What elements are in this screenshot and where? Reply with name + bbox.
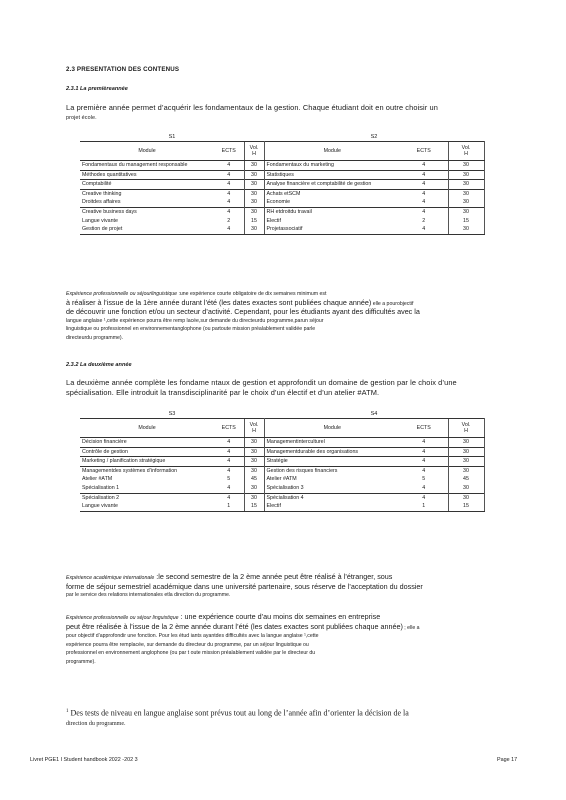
hours-value: 30 xyxy=(244,198,264,207)
ects-value: 4 xyxy=(422,199,426,206)
note-first-year-experience: Expérience professionnelle ou séjourlinguistique :une expérience courte obligatoire de dix semaines minimum est à réaliser à l’issue de la 1ère année durant l’été (les dates exactes sont publiées chaque année) elle a pourobjectif de découvrir une fonction et/ou un secteur d’activité. Cependant, pour les étudiants ayant des difficultés avec la langue anglaise ¹,cette expérience pourra être remp lacée,sur demande du directeurdu programme,parun séjour linguistique ou professionnel en environnementanglophone (ou partoute mission préalablement validée parle directeurdu programme). xyxy=(66,291,420,341)
intro-second-year-line-1: La deuxième année complète les fondame ntaux de gestion et approfondit un domaine de gestion par le choix d’une xyxy=(66,378,457,387)
note-term: Expérience professionnelle ou séjour linguistique xyxy=(66,615,179,621)
hours-value: 30 xyxy=(448,207,484,216)
hours-value: 30 xyxy=(448,198,484,207)
footnote-mark: 1 xyxy=(66,709,69,714)
module-name: Contrôle de gestion xyxy=(80,447,214,457)
column-header-module: Module xyxy=(264,419,400,438)
module-name: Gestion des risques financiers xyxy=(264,466,400,475)
column-header-volume: Vol. H xyxy=(448,419,484,438)
module-name: Electif xyxy=(264,502,400,511)
footnote: $^1$ Des tests de niveau en langue anglaise sont prévus tout au long de l’année afin d’orienter la décision de la direction du programme. xyxy=(66,708,409,727)
column-header-module: Module xyxy=(264,142,400,161)
module-row xyxy=(80,189,484,198)
ects-value: 4 xyxy=(214,493,244,502)
module-row xyxy=(80,161,484,171)
hours-value: 30 xyxy=(244,170,264,180)
ects-value: 2 xyxy=(422,217,426,224)
module-name: Economie xyxy=(266,199,291,206)
hours-value: 15 xyxy=(244,217,264,226)
subsection-title-second-year: 2.3.2 La deuxième année xyxy=(66,362,132,368)
semester-label-s2: S2 xyxy=(370,133,378,140)
module-name: Statistiques xyxy=(264,170,400,180)
ects-value: 1 xyxy=(400,502,448,511)
note-second-year-experience: Expérience professionnelle ou séjour linguistique : une expérience courte d’au moins dix semaines en entreprise peut être réalisée à l’issue de la 2 ème année durant l’été (les dates exactes sont publiées chaque année) ; elle a pour objectif d’approfondir une fonction. Pour les étud iants ayantdes difficultés avec la langue anglaise ¹,cette expérience pourra être remplacée, sur demande du directeur du programme, par un séjour linguistique ou professionnel en environnement anglophone (ou par t oute mission préalablement validée par le directeur du programme). xyxy=(66,612,420,665)
module-name: Atelier #ATM xyxy=(266,476,297,483)
ects-value: 4 xyxy=(227,439,231,446)
hours-value: 30 xyxy=(244,484,264,493)
intro-first-year xyxy=(66,103,498,123)
module-row xyxy=(80,466,484,475)
ects-value: 4 xyxy=(400,225,448,234)
hours-value: 30 xyxy=(448,225,484,234)
module-name: Gestion de projet xyxy=(80,225,214,234)
semester-label-s1: S1 xyxy=(168,133,176,140)
module-name: Fondamentaux du management responsable xyxy=(82,162,188,169)
ects-value: 4 xyxy=(214,189,244,198)
hours-value: 30 xyxy=(448,466,484,475)
section-title: 2.3 PRESENTATION DES CONTENUS xyxy=(66,66,180,73)
column-header-ects: ECTS xyxy=(400,419,448,438)
module-name: RH etdroitdu travail xyxy=(264,207,400,216)
footer-handbook-label: Livret PGE1 I Student handbook 2022 -202 3 xyxy=(30,757,138,763)
hours-value: 30 xyxy=(244,207,264,216)
module-row xyxy=(80,217,484,226)
module-name: Fondamentaux du marketing xyxy=(266,162,334,169)
hours-value: 30 xyxy=(448,180,484,190)
ects-value: 4 xyxy=(400,447,448,457)
semester-label-s3: S3 xyxy=(168,410,176,417)
ects-value: 4 xyxy=(400,189,448,198)
module-row xyxy=(80,198,484,207)
ects-value: 4 xyxy=(227,485,231,492)
ects-value: 4 xyxy=(214,225,244,234)
second-year-modules-table xyxy=(80,410,485,512)
module-row xyxy=(80,180,484,190)
ects-value: 4 xyxy=(214,207,244,216)
hours-value: 30 xyxy=(244,466,264,475)
ects-value: 4 xyxy=(214,466,244,475)
hours-value: 30 xyxy=(244,161,264,171)
ects-value: 4 xyxy=(214,170,244,180)
module-name: Achats etSCM xyxy=(264,189,400,198)
ects-value: 4 xyxy=(422,439,426,446)
column-header-volume: Vol. H xyxy=(244,419,264,438)
ects-value: 4 xyxy=(227,199,231,206)
hours-value: 45 xyxy=(244,475,264,484)
hours-value: 30 xyxy=(448,484,484,493)
subsection-title-first-year: 2.3.1 La premièreannée xyxy=(66,86,128,92)
ects-value: 2 xyxy=(227,217,231,224)
column-header-ects: ECTS xyxy=(214,142,244,161)
ects-value: 4 xyxy=(400,207,448,216)
hours-value: 30 xyxy=(448,170,484,180)
module-name: Spécialisation 4 xyxy=(264,493,400,502)
module-name: Managementdes systèmes d’information xyxy=(80,466,214,475)
module-name: Projetassociatif xyxy=(264,225,400,234)
ects-value: 4 xyxy=(400,493,448,502)
hours-value: 30 xyxy=(448,161,484,171)
module-name: Langue vivante xyxy=(80,502,214,511)
module-row xyxy=(80,170,484,180)
hours-value: 15 xyxy=(448,502,484,511)
module-name: Spécialisation 3 xyxy=(266,485,304,492)
ects-value: 4 xyxy=(400,457,448,467)
module-name: Décision financière xyxy=(82,439,127,446)
module-name: Creative business days xyxy=(80,207,214,216)
column-header-ects: ECTS xyxy=(400,142,448,161)
note-academic-exchange: Expérience académique internationale :le second semestre de la 2 ème année peut être réalisé à l’étranger, sous forme de séjour semestriel académique dans une université partenaire, sous réserve de l’acceptation du dossier par le service des relations internationales etla direction du programme. xyxy=(66,572,423,599)
module-name: Spécialisation 2 xyxy=(80,493,214,502)
hours-value: 30 xyxy=(244,189,264,198)
ects-value: 4 xyxy=(214,457,244,467)
ects-value: 5 xyxy=(227,476,231,483)
hours-value: 45 xyxy=(448,475,484,484)
semester-label-s4: S4 xyxy=(370,410,378,417)
hours-value: 30 xyxy=(244,493,264,502)
module-row xyxy=(80,207,484,216)
module-name: Droitdes affaires xyxy=(82,199,121,206)
column-header-volume: Vol. H xyxy=(244,142,264,161)
module-name: Managementinterculturel xyxy=(266,439,325,446)
module-row xyxy=(80,457,484,467)
intro-second-year-line-2: spécialisation. Elle introduit la transdisciplinarité par le choix d’un électif et d’un atelier #ATM. xyxy=(66,388,380,397)
intro-second-year xyxy=(66,378,498,398)
note-term: Expérience académique internationale xyxy=(66,575,155,581)
ects-value: 4 xyxy=(214,180,244,190)
module-name: Electif xyxy=(266,217,281,224)
hours-value: 15 xyxy=(244,502,264,511)
hours-value: 30 xyxy=(244,447,264,457)
module-row xyxy=(80,225,484,234)
ects-value: 4 xyxy=(227,162,231,169)
ects-value: 4 xyxy=(422,485,426,492)
hours-value: 30 xyxy=(448,189,484,198)
ects-value: 4 xyxy=(214,447,244,457)
intro-first-year-line-2: projet école. xyxy=(66,115,97,121)
module-name: Comptabilité xyxy=(80,180,214,190)
column-header-module: Module xyxy=(80,419,214,438)
column-header-volume: Vol. H xyxy=(448,142,484,161)
column-header-module: Module xyxy=(80,142,214,161)
hours-value: 15 xyxy=(448,217,484,226)
ects-value: 1 xyxy=(214,502,244,511)
ects-value: 4 xyxy=(422,162,426,169)
ects-value: 4 xyxy=(400,466,448,475)
hours-value: 30 xyxy=(244,225,264,234)
module-row xyxy=(80,475,484,484)
ects-value: 4 xyxy=(400,180,448,190)
ects-value: 5 xyxy=(422,476,426,483)
module-name: Méthodes quantitatives xyxy=(80,170,214,180)
hours-value: 30 xyxy=(448,457,484,467)
module-row xyxy=(80,502,484,511)
module-row xyxy=(80,493,484,502)
module-name: Langue vivante xyxy=(82,217,118,224)
note-term: Expérience professionnelle ou séjourlinguistique xyxy=(66,291,178,297)
module-name: Managementdurable des organisations xyxy=(264,447,400,457)
module-row xyxy=(80,447,484,457)
module-name: Atelier #ATM xyxy=(82,476,113,483)
hours-value: 30 xyxy=(244,457,264,467)
module-row xyxy=(80,438,484,448)
hours-value: 30 xyxy=(244,438,264,448)
hours-value: 30 xyxy=(448,438,484,448)
intro-first-year-line-1: La première année permet d’acquérir les fondamentaux de la gestion. Chaque étudiant doit en outre choisir un xyxy=(66,103,438,112)
column-header-ects: ECTS xyxy=(214,419,244,438)
hours-value: 30 xyxy=(448,447,484,457)
first-year-modules-table xyxy=(80,133,485,235)
module-row xyxy=(80,484,484,493)
module-name: Creative thinking xyxy=(80,189,214,198)
module-name: Marketing / planification stratégique xyxy=(80,457,214,467)
hours-value: 30 xyxy=(244,180,264,190)
footer-page-number: Page 17 xyxy=(497,757,518,763)
module-name: Spécialisation 1 xyxy=(82,485,120,492)
ects-value: 4 xyxy=(400,170,448,180)
module-name: Stratégie xyxy=(264,457,400,467)
hours-value: 30 xyxy=(448,493,484,502)
module-name: Analyse financière et comptabilité de gestion xyxy=(264,180,400,190)
